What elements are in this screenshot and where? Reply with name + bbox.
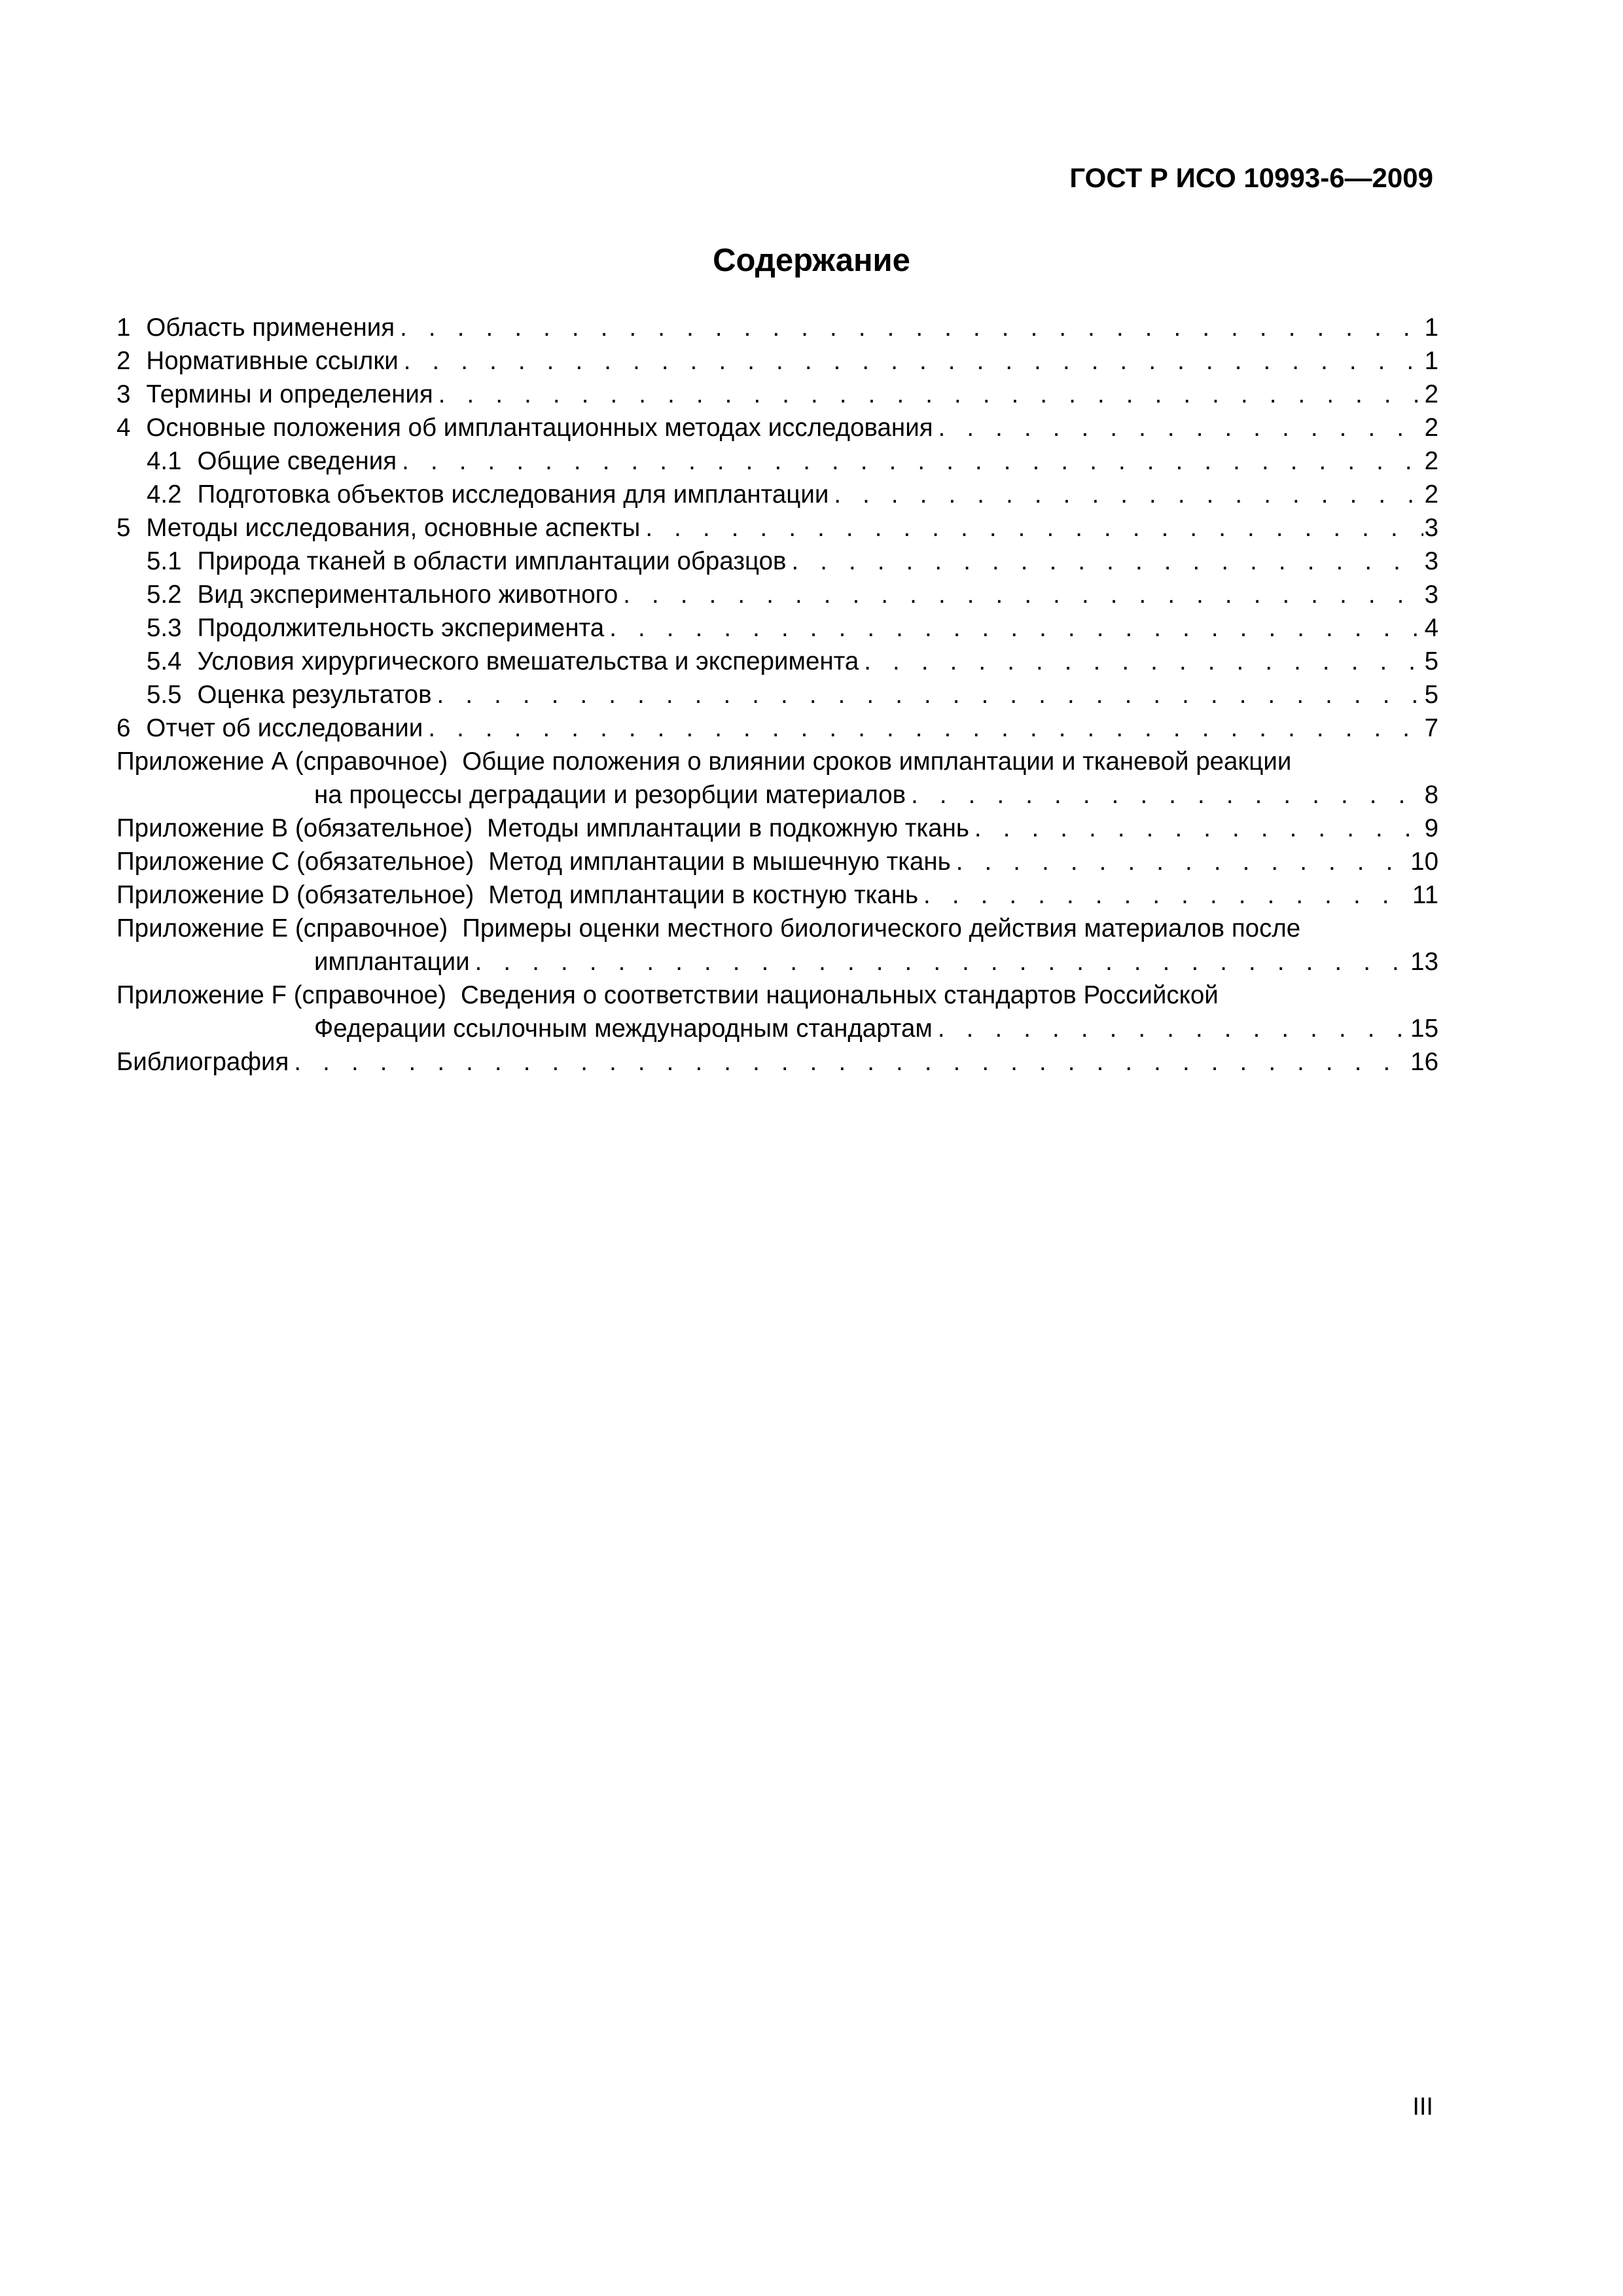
appendix-title: Методы имплантации в подкожную ткань (487, 814, 969, 842)
toc-entry-number: 5.5 (147, 681, 182, 709)
appendix-label: Приложение D (обязательное) (116, 881, 474, 909)
dot-leader (974, 812, 1423, 845)
dot-leader (609, 611, 1423, 645)
toc-entry-page: 5 (1424, 647, 1438, 675)
toc-entry-page: 11 (1412, 881, 1438, 909)
toc-entry-title: Вид экспериментального животного (197, 581, 618, 609)
toc-entry-page: 5 (1424, 681, 1438, 709)
toc-entry-title: Методы исследования, основные аспекты (146, 514, 641, 542)
dot-leader (428, 711, 1423, 745)
toc-entry-page: 1 (1424, 314, 1438, 342)
toc-entry-page: 8 (1424, 781, 1438, 809)
bibliography-title: Библиография (116, 1048, 289, 1076)
appendix-title: Примеры оценки местного биологического действия материалов после (462, 914, 1301, 942)
toc-entry-title: Отчет об исследовании (146, 714, 423, 742)
appendix-label: Приложение А (справочное) (116, 747, 448, 776)
toc-entry-title: Область применения (146, 314, 395, 342)
appendix-title-continued: Федерации ссылочным международным стандартам (314, 1014, 933, 1043)
toc-appendix-a-continuation[interactable] (116, 778, 1438, 812)
toc-appendix-e[interactable] (116, 912, 1438, 945)
document-code-header: ГОСТ Р ИСО 10993-6—2009 (1069, 162, 1433, 193)
toc-entry-number: 5.4 (147, 647, 182, 675)
dot-leader (645, 511, 1423, 545)
appendix-label: Приложение В (обязательное) (116, 814, 473, 842)
toc-appendix-b[interactable] (116, 812, 1438, 845)
toc-entry-page: 3 (1424, 581, 1438, 609)
dot-leader (623, 578, 1423, 611)
toc-entry-number: 5.2 (147, 581, 182, 609)
toc-entry-number: 6 (116, 714, 131, 742)
toc-appendix-c[interactable] (116, 845, 1438, 878)
appendix-title: Сведения о соответствии национальных стандартов Российской (461, 981, 1219, 1009)
toc-entry-page: 3 (1424, 547, 1438, 575)
toc-entry-number: 5.3 (147, 614, 182, 642)
toc-entry-page: 2 (1424, 380, 1438, 408)
toc-entry-number: 3 (116, 380, 131, 408)
dot-leader (402, 444, 1423, 478)
toc-entry-title: Термины и определения (146, 380, 433, 408)
toc-entry-page: 10 (1410, 848, 1438, 876)
toc-entry-title: Нормативные ссылки (146, 347, 399, 375)
dot-leader (400, 311, 1423, 344)
toc-entry-number: 4 (116, 414, 131, 442)
toc-entry-number: 5 (116, 514, 131, 542)
toc-appendix-f-continuation[interactable] (116, 1012, 1438, 1045)
table-of-contents (116, 311, 1438, 1079)
appendix-title: Общие положения о влиянии сроков имплантации и тканевой реакции (462, 747, 1292, 776)
toc-subentry[interactable] (116, 611, 1438, 645)
toc-subentry[interactable] (116, 578, 1438, 611)
toc-entry-number: 4.1 (147, 447, 182, 475)
dot-leader (938, 411, 1423, 444)
dot-leader (404, 344, 1423, 378)
toc-entry-page: 7 (1424, 714, 1438, 742)
toc-entry[interactable] (116, 711, 1438, 745)
toc-entry[interactable] (116, 344, 1438, 378)
appendix-title-continued: на процессы деградации и резорбции материалов (314, 781, 906, 809)
toc-entry-number: 4.2 (147, 480, 182, 509)
dot-leader (834, 478, 1423, 511)
appendix-label: Приложение С (обязательное) (116, 848, 474, 876)
toc-entry-page: 3 (1424, 514, 1438, 542)
toc-subentry[interactable] (116, 444, 1438, 478)
toc-entry-title: Основные положения об имплантационных методах исследования (146, 414, 933, 442)
toc-appendix-f[interactable] (116, 978, 1438, 1012)
toc-entry-title: Оценка результатов (197, 681, 432, 709)
toc-entry-page: 9 (1424, 814, 1438, 842)
toc-entry-page: 2 (1424, 447, 1438, 475)
toc-entry-number: 5.1 (147, 547, 182, 575)
toc-entry-page: 13 (1410, 948, 1438, 976)
toc-subentry[interactable] (116, 678, 1438, 711)
dot-leader (923, 878, 1411, 912)
toc-appendix-a[interactable] (116, 745, 1438, 778)
toc-subentry[interactable] (116, 545, 1438, 578)
dot-leader (791, 545, 1423, 578)
toc-title: Содержание (713, 243, 910, 278)
appendix-title: Метод имплантации в мышечную ткань (488, 848, 951, 876)
toc-entry-page: 2 (1424, 414, 1438, 442)
toc-entry[interactable] (116, 411, 1438, 444)
toc-bibliography[interactable] (116, 1045, 1438, 1079)
toc-entry[interactable] (116, 378, 1438, 411)
toc-entry[interactable] (116, 311, 1438, 344)
dot-leader (864, 645, 1423, 678)
toc-appendix-e-continuation[interactable] (116, 945, 1438, 978)
toc-entry-page: 1 (1424, 347, 1438, 375)
toc-entry-number: 1 (116, 314, 131, 342)
page-number: III (1412, 2093, 1433, 2121)
toc-entry-title: Условия хирургического вмешательства и эксперимента (197, 647, 859, 675)
dot-leader (438, 378, 1423, 411)
toc-appendix-d[interactable] (116, 878, 1438, 912)
toc-entry-title: Общие сведения (197, 447, 397, 475)
toc-subentry[interactable] (116, 645, 1438, 678)
appendix-title: Метод имплантации в костную ткань (488, 881, 919, 909)
toc-entry-page: 15 (1410, 1014, 1438, 1043)
toc-entry-title: Подготовка объектов исследования для имплантации (197, 480, 829, 509)
toc-entry-page: 4 (1424, 614, 1438, 642)
toc-entry-number: 2 (116, 347, 131, 375)
toc-entry-page: 16 (1410, 1048, 1438, 1076)
toc-entry[interactable] (116, 511, 1438, 545)
appendix-title-continued: имплантации (314, 948, 470, 976)
toc-entry-title: Продолжительность эксперимента (197, 614, 605, 642)
toc-entry-title: Природа тканей в области имплантации образцов (197, 547, 787, 575)
dot-leader (938, 1012, 1409, 1045)
appendix-label: Приложение Е (справочное) (116, 914, 448, 942)
dot-leader (956, 845, 1409, 878)
dot-leader (437, 678, 1423, 711)
dot-leader (294, 1045, 1409, 1079)
toc-subentry[interactable] (116, 478, 1438, 511)
toc-entry-page: 2 (1424, 480, 1438, 509)
dot-leader (911, 778, 1423, 812)
appendix-label: Приложение F (справочное) (116, 981, 447, 1009)
dot-leader (475, 945, 1410, 978)
